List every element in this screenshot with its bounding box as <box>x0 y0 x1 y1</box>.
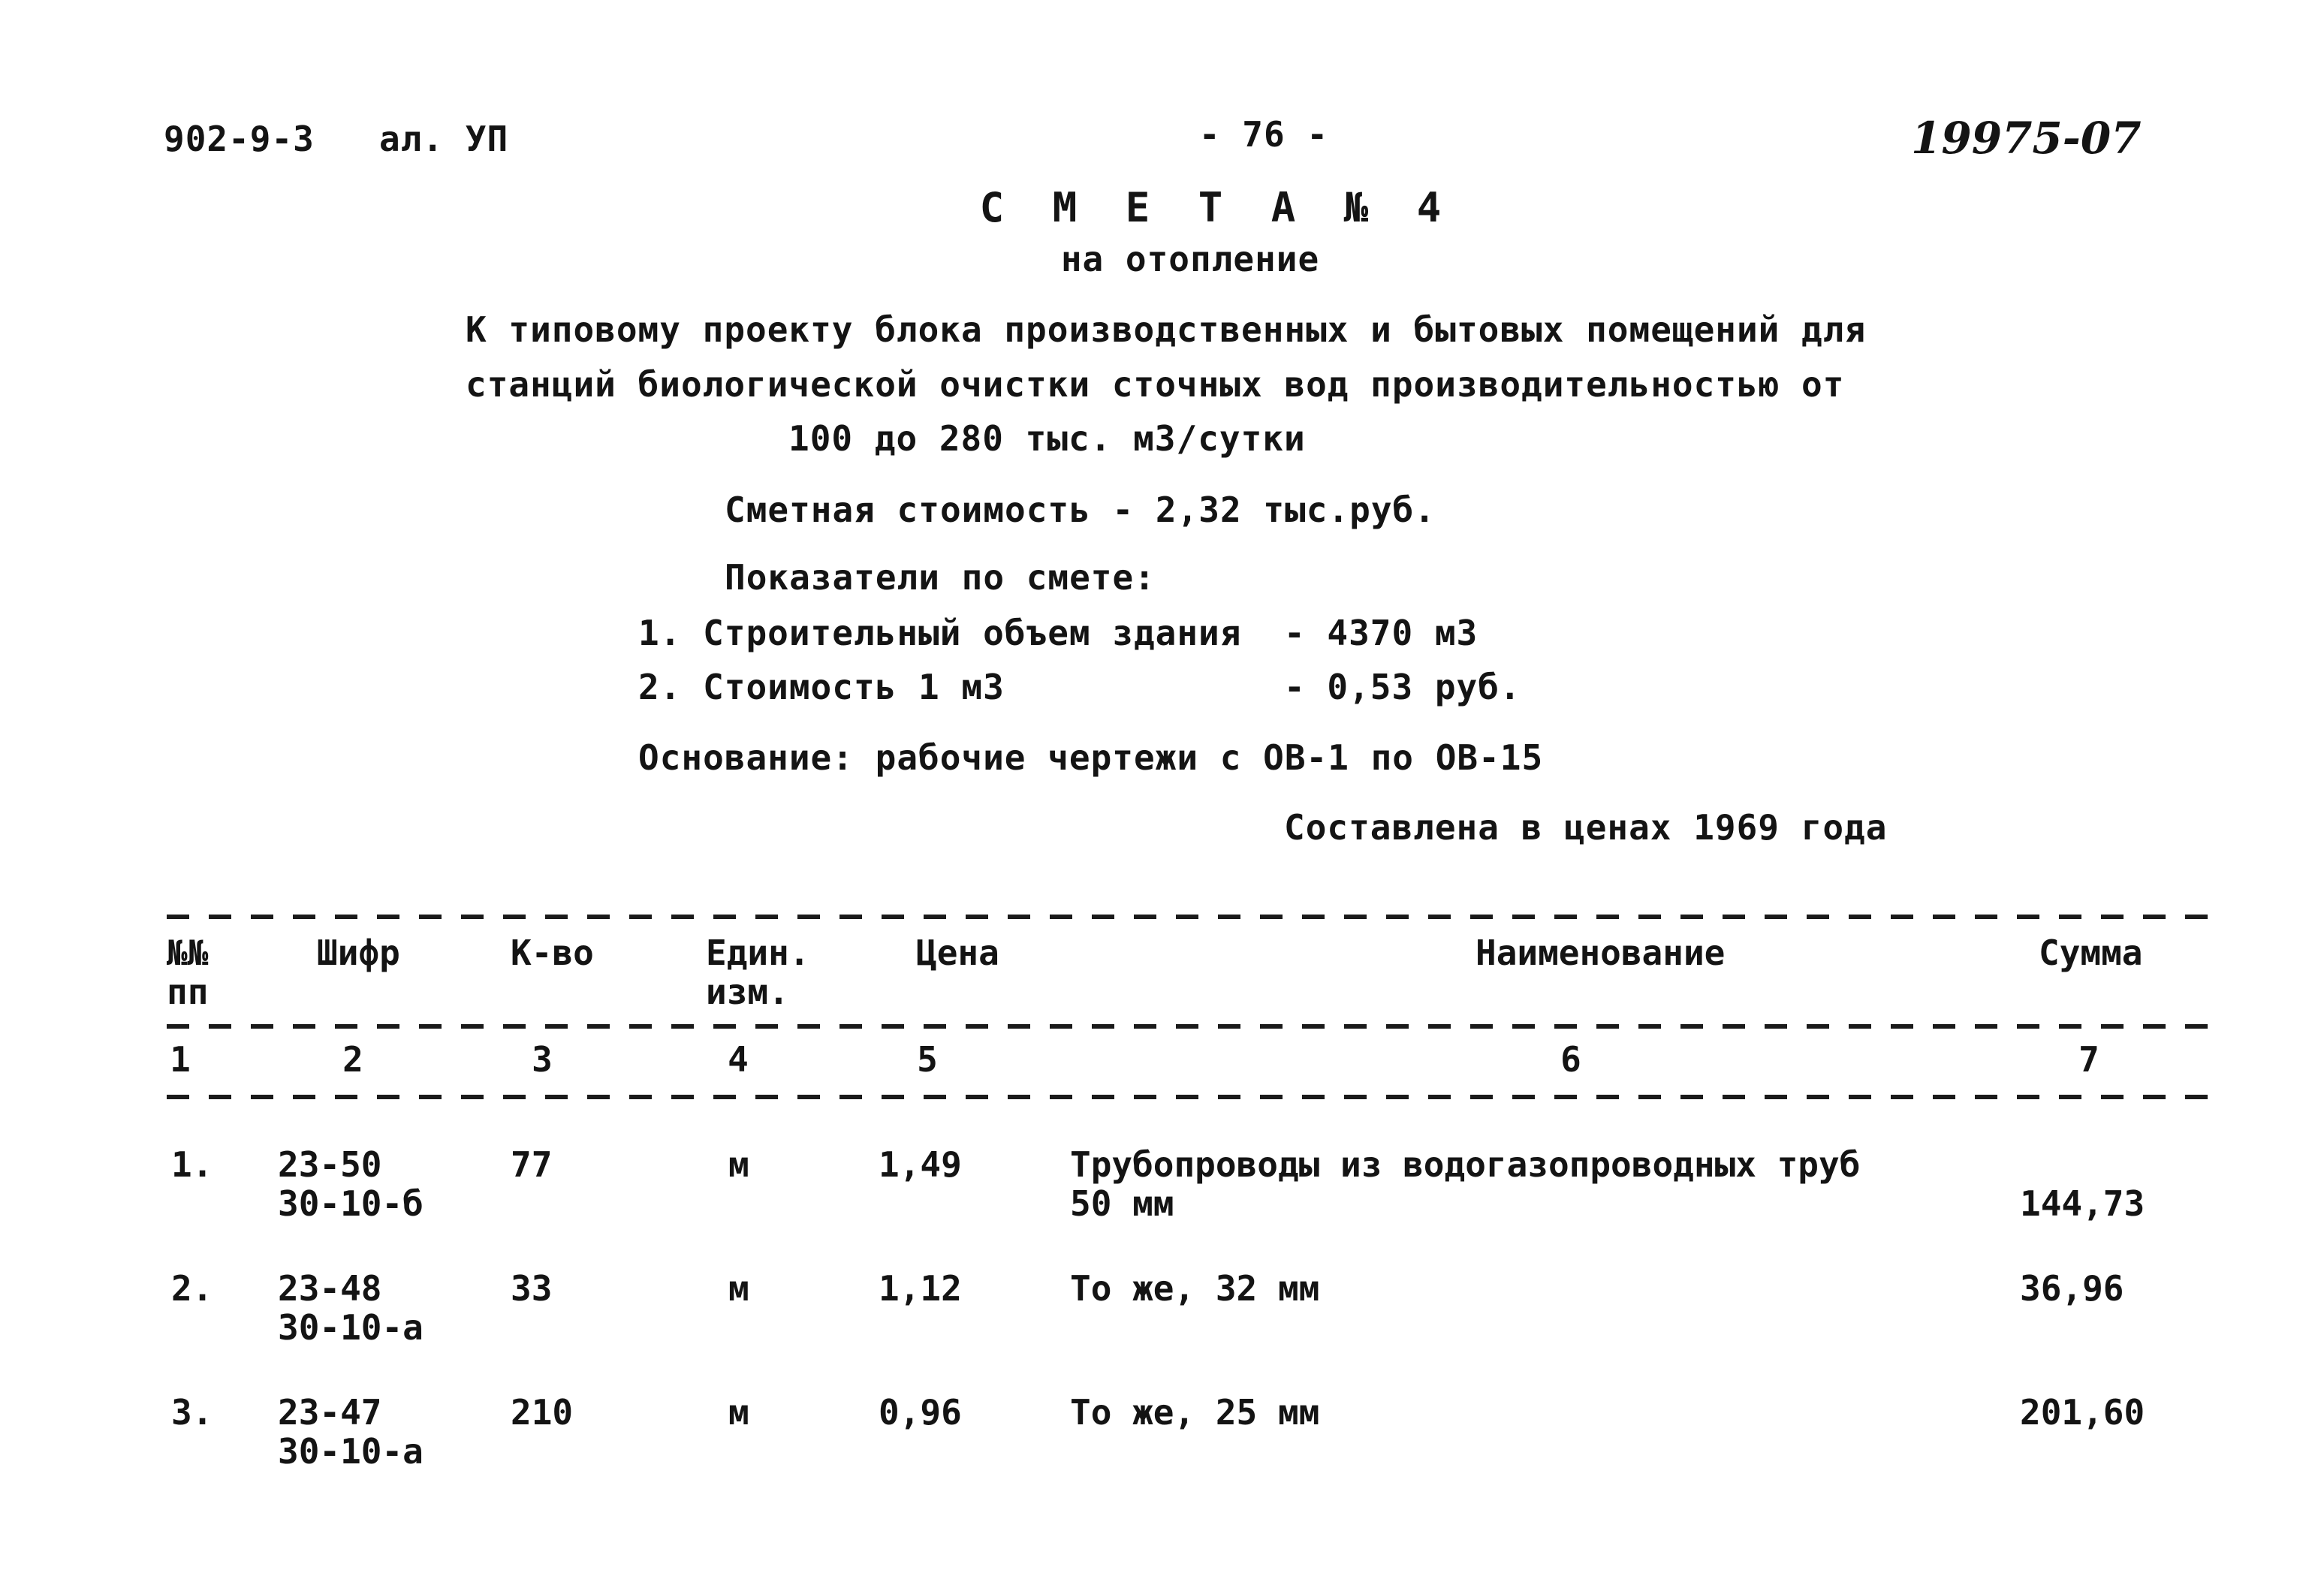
indicator-volume-value: - 4370 м3 <box>1284 613 1478 653</box>
row-sum: 36,96 <box>2020 1268 2124 1309</box>
album-label: ал. УП <box>379 119 509 159</box>
header-code: Шифр <box>317 933 400 973</box>
column-number: 3 <box>532 1039 553 1080</box>
row-price: 0,96 <box>879 1392 962 1433</box>
table-header-rule <box>167 1024 2217 1029</box>
row-price: 1,12 <box>879 1268 962 1309</box>
row-number: 2. <box>171 1268 213 1309</box>
header-name: Наименование <box>1475 933 1726 973</box>
indicator-cost-label: 2. Стоимость 1 м3 <box>638 667 1005 707</box>
prices-note: Составлена в ценах 1969 года <box>1284 807 1888 848</box>
header-price: Цена <box>916 933 999 973</box>
row-quantity: 33 <box>511 1268 553 1309</box>
row-code: 23-50 30-10-б <box>278 1144 424 1224</box>
estimate-subtitle: на отопление <box>1060 239 1320 279</box>
column-number: 6 <box>1560 1039 1581 1080</box>
handwritten-number: 19975-07 <box>1911 113 2142 164</box>
row-code: 23-48 30-10-а <box>278 1268 424 1348</box>
row-quantity: 210 <box>511 1392 574 1433</box>
description-line-2: станций биологической очистки сточных вод производительностью от <box>466 364 1845 405</box>
table-top-rule <box>167 915 2217 919</box>
row-number: 3. <box>171 1392 213 1433</box>
row-quantity: 77 <box>511 1144 553 1185</box>
row-unit: м <box>728 1144 749 1185</box>
row-code: 23-47 30-10-а <box>278 1392 424 1472</box>
estimated-cost: Сметная стоимость - 2,32 тыс.руб. <box>725 490 1436 530</box>
row-unit: м <box>728 1392 749 1433</box>
description-line-1: К типовому проекту блока производственных и бытовых помещений для <box>466 309 1867 350</box>
table-numbers-rule <box>167 1095 2217 1099</box>
row-sum: 201,60 <box>2020 1392 2145 1433</box>
column-number: 4 <box>728 1039 749 1080</box>
indicator-cost-value: - 0,53 руб. <box>1284 667 1521 707</box>
header-unit: Един. изм. <box>706 933 810 1012</box>
estimate-title: С М Е Т А № 4 <box>979 184 1454 231</box>
description-line-3: 100 до 280 тыс. м3/сутки <box>788 418 1306 459</box>
row-number: 1. <box>171 1144 213 1185</box>
basis-note: Основание: рабочие чертежи с ОВ-1 по ОВ-15 <box>638 737 1544 778</box>
indicator-volume-label: 1. Строительный объем здания <box>638 613 1242 653</box>
column-number: 2 <box>342 1039 363 1080</box>
header-quantity: К-во <box>511 933 594 973</box>
indicators-heading: Показатели по смете: <box>725 557 1156 598</box>
row-unit: м <box>728 1268 749 1309</box>
header-row-number: №№ пп <box>167 933 209 1012</box>
column-number: 5 <box>917 1039 938 1080</box>
column-number: 7 <box>2078 1039 2099 1080</box>
column-number: 1 <box>170 1039 191 1080</box>
row-price: 1,49 <box>879 1144 962 1185</box>
row-name: То же, 25 мм <box>1070 1392 1320 1433</box>
row-sum: 144,73 <box>2020 1183 2145 1224</box>
row-name: Трубопроводы из водогазопроводных труб 50 мм <box>1070 1144 1861 1224</box>
document-code: 902-9-3 <box>164 119 315 159</box>
header-sum: Сумма <box>2039 933 2143 973</box>
page-number: - 76 - <box>1198 114 1329 155</box>
row-name: То же, 32 мм <box>1070 1268 1320 1309</box>
